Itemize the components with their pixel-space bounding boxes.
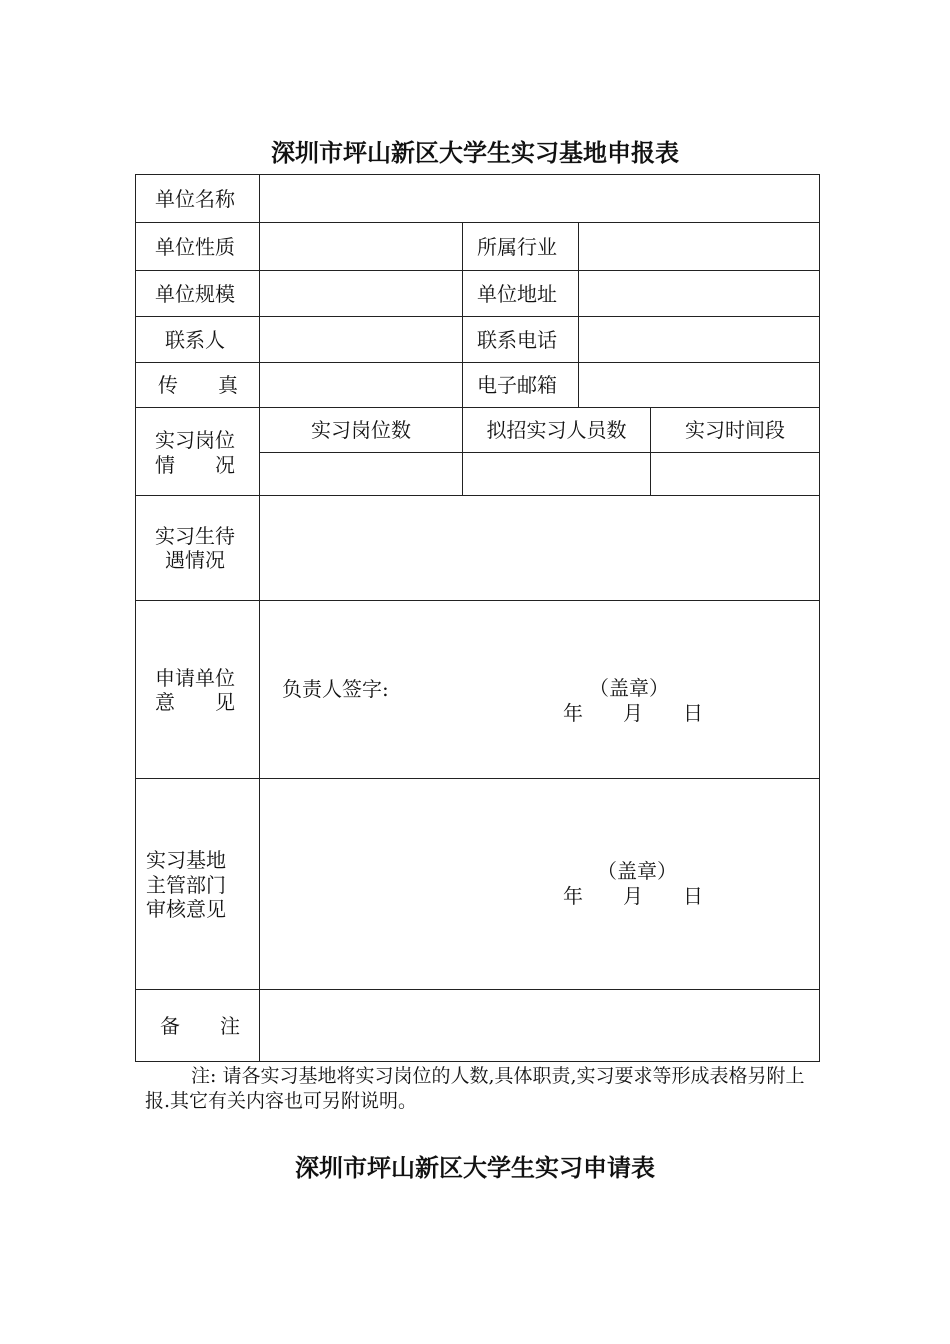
label-industry: 所属行业 [477, 235, 557, 259]
column-divider [462, 222, 463, 495]
label-treatment: 实习生待 [155, 524, 235, 548]
label-unit-address: 单位地址 [477, 282, 557, 306]
remarks-field[interactable] [262, 991, 817, 1059]
column-divider [578, 222, 579, 407]
period-field[interactable] [653, 454, 817, 493]
positions-count-field[interactable] [262, 454, 460, 493]
contact-phone-field[interactable] [581, 318, 817, 360]
column-divider [259, 174, 260, 1062]
second-form-title: 深圳市坪山新区大学生实习申请表 [295, 1153, 655, 1182]
row-divider [135, 270, 820, 271]
label-positions: 实习岗位 [155, 428, 235, 452]
label-remarks: 备 注 [160, 1014, 240, 1038]
label-contact-phone: 联系电话 [477, 328, 557, 352]
row-divider [135, 989, 820, 990]
table-border-right [819, 174, 820, 1062]
unit-name-field[interactable] [262, 176, 817, 220]
treatment-field[interactable] [262, 497, 817, 598]
label-applicant: 申请单位 [155, 666, 235, 690]
table-border-bottom [135, 1061, 820, 1062]
label-review: 实习基地 [146, 848, 226, 872]
row-divider [135, 778, 820, 779]
col-header-positions: 实习岗位数 [311, 418, 411, 442]
label-review-3: 审核意见 [146, 897, 226, 921]
row-divider [135, 407, 820, 408]
date-label: 年 月 日 [563, 701, 703, 725]
unit-address-field[interactable] [581, 272, 817, 314]
unit-scale-field[interactable] [262, 272, 460, 314]
form-title: 深圳市坪山新区大学生实习基地申报表 [271, 138, 679, 167]
row-divider [135, 316, 820, 317]
seal-label-2: （盖章） [597, 859, 677, 883]
col-header-period: 实习时间段 [685, 418, 785, 442]
recruits-count-field[interactable] [465, 454, 648, 493]
table-border-left [135, 174, 136, 1062]
row-divider [260, 452, 820, 453]
row-divider [135, 600, 820, 601]
label-unit-nature: 单位性质 [155, 235, 235, 259]
label-fax: 传 真 [158, 373, 238, 397]
row-divider [135, 222, 820, 223]
row-divider [135, 495, 820, 496]
footnote-text: 注: 请各实习基地将实习岗位的人数,具体职责,实习要求等形成表格另附上报.其它有关内容也可另附说明。 [145, 1065, 805, 1112]
label-positions-2: 情 况 [155, 453, 235, 477]
contact-person-field[interactable] [262, 318, 460, 360]
label-unit-name: 单位名称 [155, 187, 235, 211]
table-border-top [135, 174, 820, 175]
signature-label: 负责人签字: [282, 677, 389, 701]
col-header-recruits: 拟招实习人员数 [486, 418, 627, 442]
label-contact-person: 联系人 [165, 328, 225, 352]
date-label-2: 年 月 日 [563, 884, 703, 908]
label-treatment-2: 遇情况 [165, 548, 225, 572]
label-review-2: 主管部门 [146, 873, 226, 897]
label-unit-scale: 单位规模 [155, 282, 235, 306]
fax-field[interactable] [262, 364, 460, 405]
seal-label: （盖章） [589, 676, 669, 700]
row-divider [135, 362, 820, 363]
unit-nature-field[interactable] [262, 224, 460, 268]
label-applicant-2: 意 见 [155, 690, 235, 714]
footnote [145, 1064, 815, 1114]
label-email: 电子邮箱 [477, 373, 557, 397]
email-field[interactable] [581, 364, 817, 405]
industry-field[interactable] [581, 224, 817, 268]
